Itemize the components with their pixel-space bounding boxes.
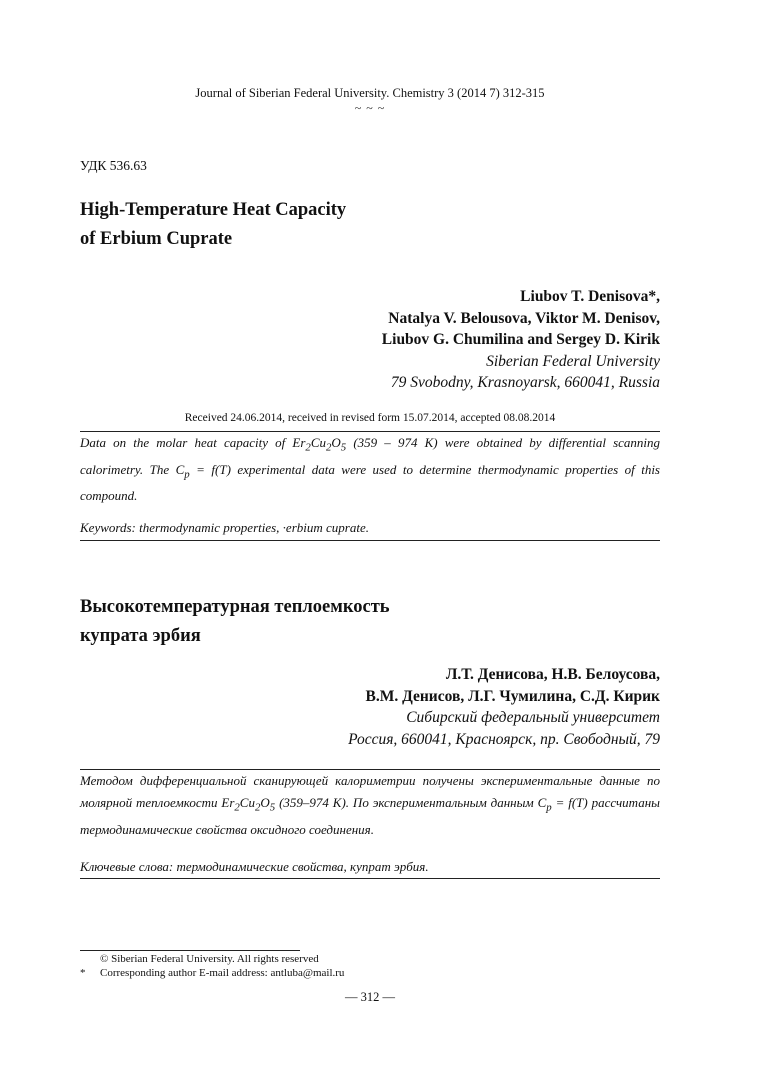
formula-sub-2a: 2 bbox=[305, 441, 311, 454]
title-ru-line-2: купрата эрбия bbox=[80, 626, 201, 646]
abstract-ru-text-3: = f(T) рассчитаны термодинамические свойства оксидного соединения. bbox=[80, 795, 660, 837]
page-number: — 312 — bbox=[345, 990, 395, 1004]
authors-ru bbox=[348, 664, 660, 750]
formula-er: Er bbox=[292, 435, 306, 450]
author-line-1: Liubov T. Denisova*, bbox=[520, 288, 660, 305]
affiliation-ru-line-2: Россия, 660041, Красноярск, пр. Свободный, 79 bbox=[348, 730, 660, 748]
title-ru-line-1: Высокотемпературная теплоемкость bbox=[80, 597, 390, 617]
abstract-en-text-3: = f(T) experimental data were used to determine thermodynamic properties of this compound. bbox=[80, 461, 660, 504]
title-en-line-2: of Erbium Cuprate bbox=[80, 229, 233, 249]
cp-subscript: p bbox=[184, 468, 190, 481]
author-ru-line-2: В.М. Денисов, Л.Г. Чумилина, С.Д. Кирик bbox=[365, 687, 660, 705]
copyright-text: © Siberian Federal University. All rights reserved bbox=[100, 953, 319, 965]
formula-sub-2b: 2 bbox=[325, 441, 332, 454]
cp-ru-subscript: p bbox=[546, 801, 552, 814]
keywords-en: Keywords: thermodynamic properties, ·erbium cuprate. bbox=[80, 520, 369, 535]
affiliation-ru-line-1: Сибирский федеральный университет bbox=[406, 709, 660, 726]
formula-ru-er: Er bbox=[221, 795, 235, 810]
header-separator: ~ ~ ~ bbox=[354, 101, 386, 115]
rule-bottom-ru bbox=[80, 878, 660, 879]
affiliation-line-1: Siberian Federal University bbox=[486, 352, 660, 370]
formula-ru-sub-2a: 2 bbox=[234, 801, 240, 814]
formula-cu: Cu bbox=[310, 435, 326, 450]
formula-o: O bbox=[331, 435, 341, 450]
footnote-mark: * bbox=[80, 967, 86, 979]
formula-ru-sub-2b: 2 bbox=[254, 801, 261, 814]
journal-header: Journal of Siberian Federal University. Chemistry 3 (2014 7) 312-315 bbox=[195, 86, 545, 100]
authors-en bbox=[382, 286, 660, 394]
rule-bottom-en bbox=[80, 540, 660, 541]
abstract-en-text-1: Data on the molar heat capacity of bbox=[80, 435, 293, 450]
author-line-2: Natalya V. Belousova, Viktor M. Denisov, bbox=[388, 309, 660, 327]
abstract-en-text-2: (359 – 974 K) were obtained by differential scanning calorimetry. The C bbox=[80, 435, 661, 477]
abstract-en bbox=[80, 432, 660, 507]
footnote-rule bbox=[80, 950, 300, 951]
author-line-3: Liubov G. Chumilina and Sergey D. Kirik bbox=[381, 331, 660, 348]
formula-ru-o: O bbox=[260, 795, 270, 810]
corresponding-author-text: Corresponding author E-mail address: antluba@mail.ru bbox=[100, 967, 345, 979]
udk-code: УДК 536.63 bbox=[80, 158, 147, 173]
author-ru-line-1: Л.Т. Денисова, Н.В. Белоусова, bbox=[445, 666, 660, 683]
affiliation-line-2: 79 Svobodny, Krasnoyarsk, 660041, Russia bbox=[390, 374, 660, 391]
received-dates: Received 24.06.2014, received in revised form 15.07.2014, accepted 08.08.2014 bbox=[184, 412, 556, 424]
abstract-ru-text-2: (359–974 K). По экспериментальным данным C bbox=[275, 795, 547, 810]
keywords-ru: Ключевые слова: термодинамические свойства, купрат эрбия. bbox=[80, 859, 429, 874]
title-en bbox=[80, 196, 346, 254]
footnote-copyright bbox=[80, 953, 319, 965]
formula-sub-5: 5 bbox=[340, 441, 347, 454]
formula-ru-sub-5: 5 bbox=[269, 801, 276, 814]
abstract-ru bbox=[80, 770, 660, 841]
abstract-ru-text-1: Методом дифференциальной сканирующей калориметрии получены экспериментальные данные по молярной теплоемкости bbox=[80, 773, 660, 810]
formula-ru-cu: Cu bbox=[239, 795, 255, 810]
title-ru bbox=[80, 593, 390, 651]
footnote-corresponding bbox=[80, 967, 344, 979]
title-en-line-1: High-Temperature Heat Capacity bbox=[80, 200, 347, 220]
